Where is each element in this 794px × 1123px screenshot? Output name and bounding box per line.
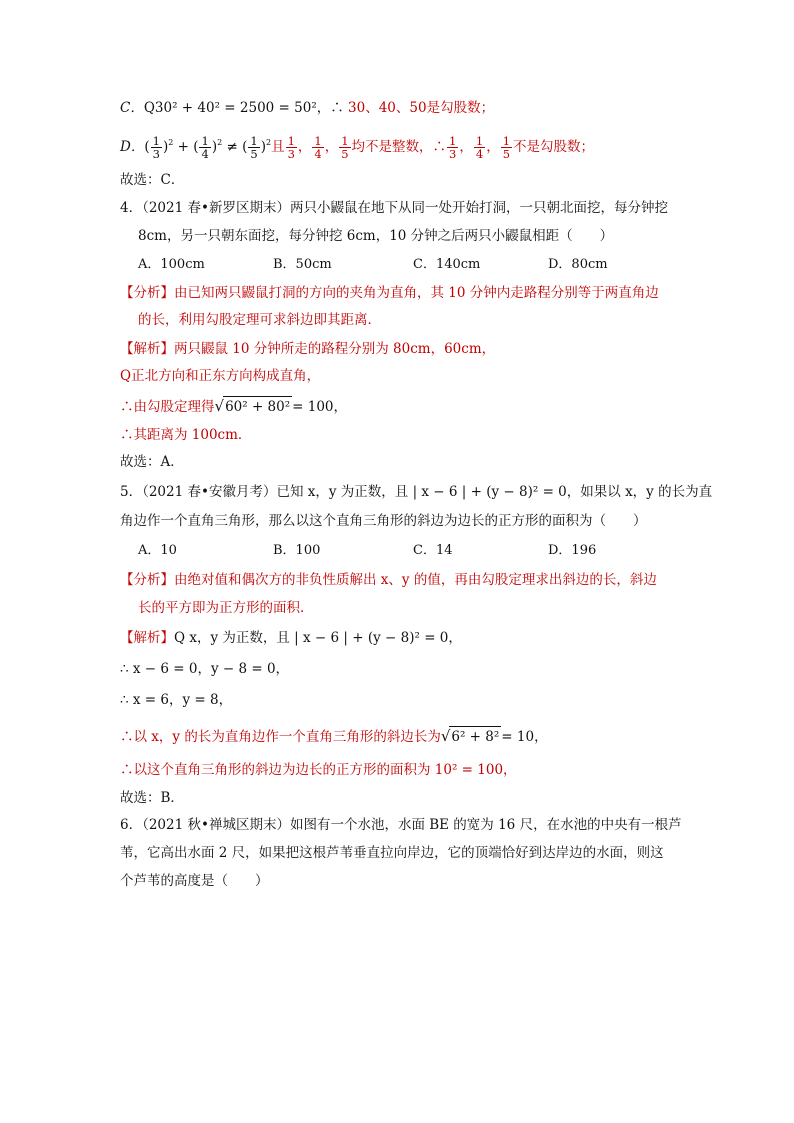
- q5-answer: 故选：B．: [120, 790, 184, 806]
- option-d-and: 且: [271, 139, 285, 155]
- q6-stem-line-3: 个芦苇的高度是（ ）: [120, 873, 269, 889]
- q4-option-b: B．50cm: [273, 257, 332, 272]
- solution-result: = 10，: [501, 729, 548, 745]
- q4-solution-line-4: ∴其距离为 100cm．: [120, 427, 252, 443]
- q5-stem-line-2: 角边作一个直角三角形，那么以这个直角三角形的斜边为边长的正方形的面积为（ ）: [120, 513, 647, 529]
- q4-solution-line-1: [120, 339, 495, 359]
- option-d-expression: ( $\frac{1}{3}$ )$^2$ + ( $\frac{1}{4}$ )$^2$ ≠ ( $\frac{1}{5}$ )$^2$: [144, 134, 272, 161]
- q5-option-c: C．14: [413, 543, 453, 558]
- because-symbol: Q: [143, 100, 155, 116]
- q5-option-a: A．10: [138, 543, 177, 558]
- solution-tag: 【解析】: [120, 630, 174, 646]
- option-d-fractions-2: $\frac{1}{3}$ ， $\frac{1}{4}$ ， $\frac{1}{5}$: [449, 134, 511, 161]
- solution-text: Q x，y 为正数，且 | x − 6 | + (y − 8)² = 0，: [174, 630, 462, 646]
- q4-analysis-line-2: 的长，利用勾股定理可求斜边即其距离．: [138, 312, 381, 328]
- option-c-numbers: 30、40、50: [348, 100, 427, 116]
- solution-text: ∴以 x，y 的长为直角边作一个直角三角形的斜边长为: [120, 729, 441, 745]
- radicand: 60² + 80²: [223, 396, 292, 417]
- analysis-tag: 【分析】: [120, 285, 174, 301]
- answer-line-c: 故选：C．: [120, 172, 185, 188]
- q6-stem-line-1: 6．（2021 秋•禅城区期末）如图有一个水池，水面 BE 的宽为 16 尺，在水池的中央有一根芦: [120, 817, 682, 833]
- solution-text: ∴由勾股定理得: [120, 399, 215, 415]
- option-c-explanation: [120, 98, 494, 118]
- analysis-text: 由已知两只鼹鼠打洞的方向的夹角为直角，其 10 分钟内走路程分别等于两直角边: [174, 285, 659, 301]
- solution-result: = 100，: [292, 399, 348, 415]
- option-d-not-integer: 均不是整数，∴: [351, 139, 447, 155]
- q4-stem-line-2: 8cm，另一只朝东面挖，每分钟挖 6cm，10 分钟之后两只小鼹鼠相距（ ）: [138, 228, 614, 244]
- q5-analysis-line-2: 长的平方即为正方形的面积．: [138, 600, 314, 616]
- option-d-label: D．: [120, 139, 145, 155]
- q5-stem-line-1: 5．（2021 春•安徽月考）已知 x，y 为正数，且 | x − 6 | + (y − 8)² = 0，如果以 x，y 的长为直: [120, 484, 713, 500]
- option-d-conclusion: 不是勾股数；: [513, 139, 595, 155]
- q4-solution-line-2: Q正北方向和正东方向构成直角，: [120, 368, 321, 384]
- option-c-equation: 30² + 40² = 2500 = 50²: [154, 100, 317, 116]
- solution-text: 两只鼹鼠 10 分钟所走的路程分别为 80cm，60cm，: [174, 341, 496, 357]
- q5-solution-line-2: ∴ x − 6 = 0，y − 8 = 0，: [120, 661, 290, 677]
- q5-option-b: B．100: [273, 543, 321, 558]
- solution-tag: 【解析】: [120, 341, 174, 357]
- q4-stem-line-1: 4．（2021 春•新罗区期末）两只小鼹鼠在地下从同一处开始打洞，一只朝北面挖，每分钟挖: [120, 200, 668, 216]
- therefore-symbol: ，∴: [316, 100, 349, 116]
- q4-analysis-line-1: [120, 283, 659, 303]
- option-c-label: C．: [120, 100, 144, 116]
- q4-option-d: D．80cm: [548, 257, 608, 272]
- radical-sign: √: [440, 727, 451, 745]
- q5-analysis-line-1: [120, 570, 657, 590]
- q5-option-d: D．196: [548, 543, 597, 558]
- q4-option-c: C．140cm: [413, 257, 481, 272]
- analysis-tag: 【分析】: [120, 572, 174, 588]
- radical-sign: √: [214, 397, 225, 415]
- radicand: 6² + 8²: [449, 726, 501, 747]
- q4-solution-line-3: [120, 396, 347, 417]
- analysis-text: 由绝对值和偶次方的非负性质解出 x、y 的值，再由勾股定理求出斜边的长，斜边: [174, 572, 657, 588]
- q5-solution-line-5: ∴以这个直角三角形的斜边为边长的正方形的面积为 10² = 100，: [120, 762, 517, 778]
- option-d-explanation: [120, 130, 594, 160]
- q6-stem-line-2: 苇，它高出水面 2 尺，如果把这根芦苇垂直拉向岸边，它的顶端恰好到达岸边的水面，则这: [120, 845, 664, 861]
- q4-answer: 故选：A．: [120, 454, 184, 470]
- q4-option-a: A．100cm: [138, 257, 205, 272]
- option-d-fractions-1: $\frac{1}{3}$ ， $\frac{1}{4}$ ， $\frac{1}{5}$: [287, 134, 349, 161]
- q5-solution-line-1: [120, 628, 462, 648]
- q5-solution-line-3: ∴ x = 6，y = 8，: [120, 692, 233, 708]
- option-c-conclusion: 是勾股数；: [426, 100, 495, 116]
- q5-solution-line-4: [120, 726, 548, 747]
